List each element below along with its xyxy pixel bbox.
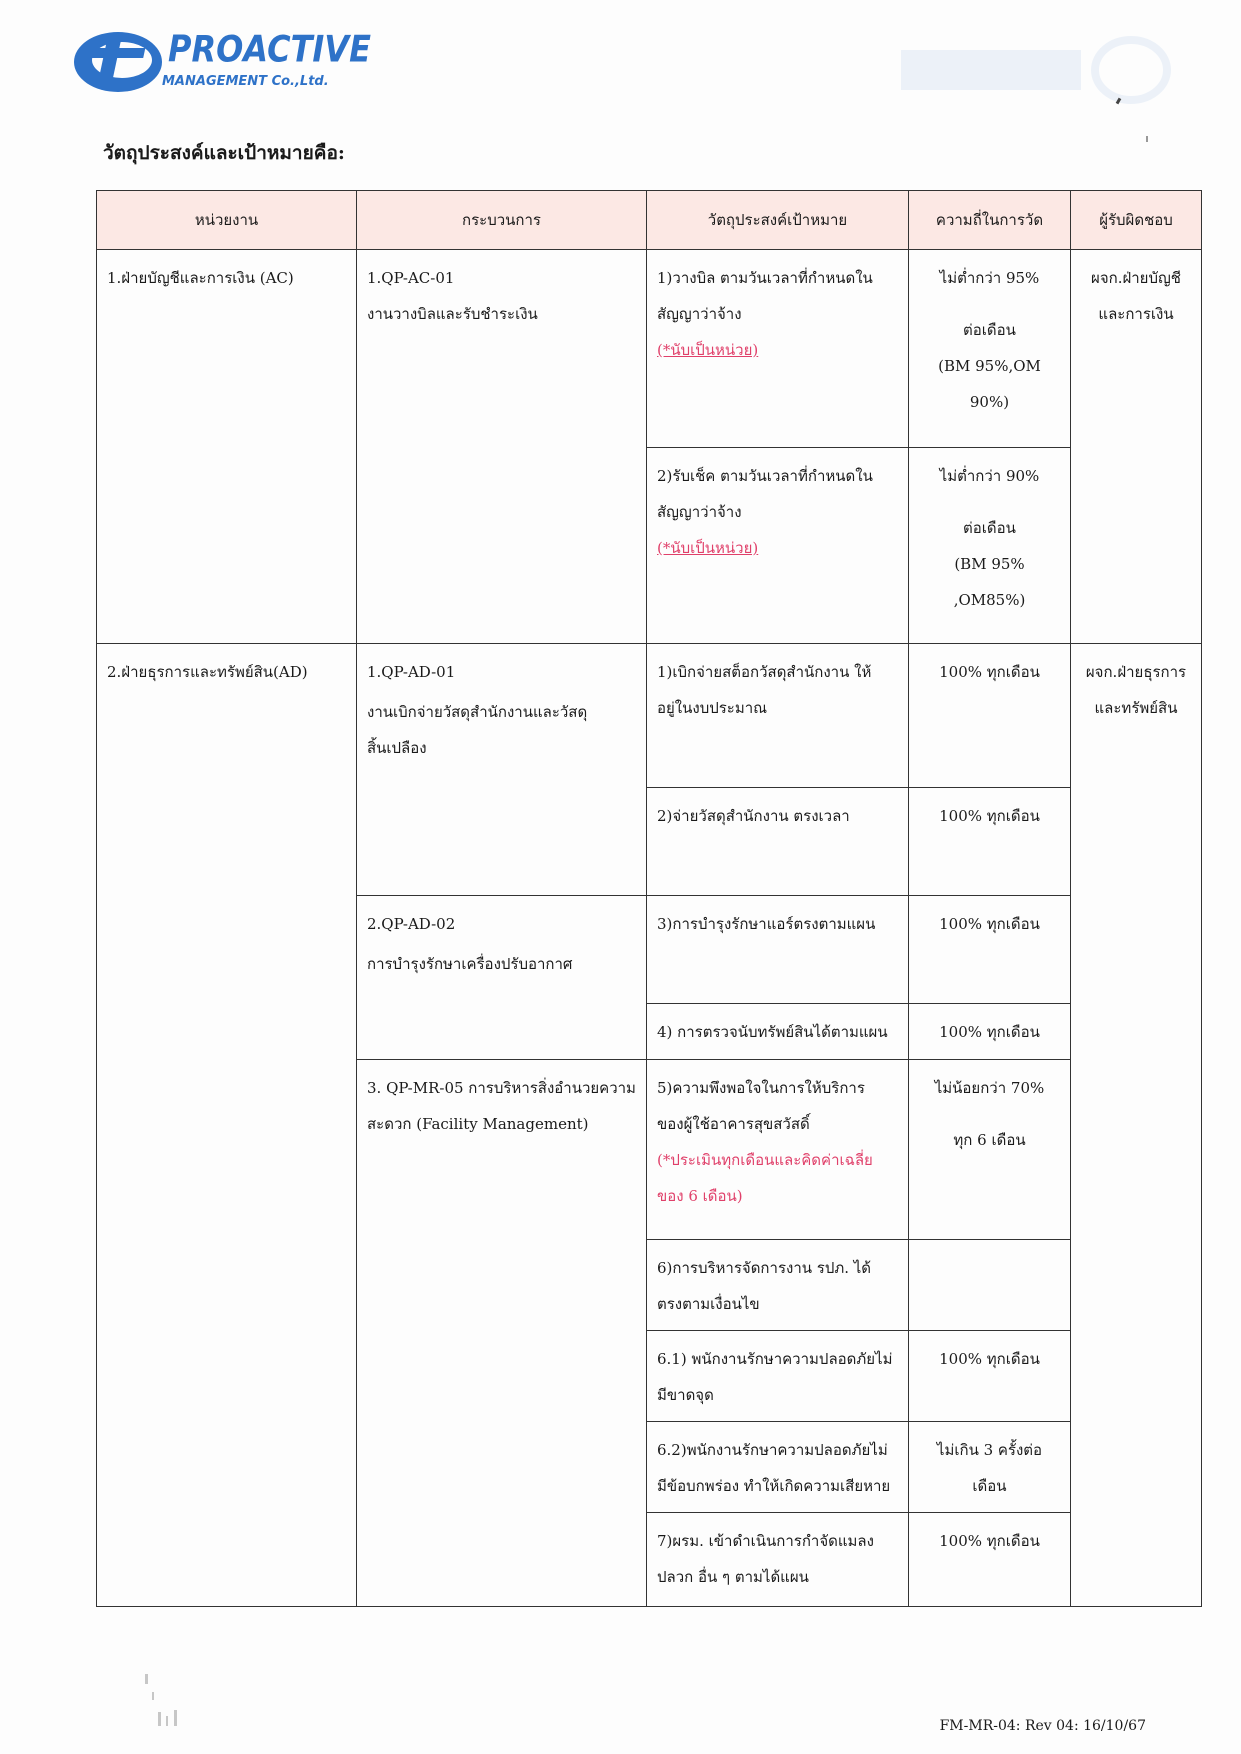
frequency-cell: 100% ทุกเดือน [909, 644, 1071, 788]
logo-subtitle: MANAGEMENT Co.,Ltd. [162, 74, 329, 89]
objective-cell: 4) การตรวจนับทรัพย์สินได้ตามแผน [647, 1004, 909, 1060]
objective-cell: 2)รับเช็ค ตามวันเวลาที่กำหนดใน สัญญาว่าจ้าง (*นับเป็นหน่วย) [647, 448, 909, 644]
column-header-unit: หน่วยงาน [97, 191, 357, 250]
objective-cell: 2)จ่ายวัสดุสำนักงาน ตรงเวลา [647, 788, 909, 896]
frequency-cell: 100% ทุกเดือน [909, 896, 1071, 1004]
column-header-frequency: ความถี่ในการวัด [909, 191, 1071, 250]
column-header-process: กระบวนการ [357, 191, 647, 250]
column-header-owner: ผู้รับผิดชอบ [1071, 191, 1202, 250]
frequency-cell: ไม่ต่ำกว่า 95% ต่อเดือน (BM 95%,OM 90%) [909, 250, 1071, 448]
page-heading: วัตถุประสงค์และเป้าหมายคือ: [103, 142, 345, 164]
objective-cell: 1)วางบิล ตามวันเวลาที่กำหนดใน สัญญาว่าจ้าง (*นับเป็นหน่วย) [647, 250, 909, 448]
owner-cell-ac: ผจก.ฝ่ายบัญชี และการเงิน [1071, 250, 1202, 644]
objective-cell: 7)ผรม. เข้าดำเนินการกำจัดแมลง ปลวก อื่น ๆ ตามได้แผน [647, 1513, 909, 1607]
table-row [97, 644, 1202, 788]
unit-cell-ac: 1.ฝ่ายบัญชีและการเงิน (AC) [97, 250, 357, 644]
frequency-cell: ไม่น้อยกว่า 70% ทุก 6 เดือน [909, 1060, 1071, 1240]
frequency-cell: 100% ทุกเดือน [909, 788, 1071, 896]
objective-cell: 5)ความพึงพอใจในการให้บริการ ของผู้ใช้อาคารสุขสวัสดิ์ (*ประเมินทุกเดือนและคิดค่าเฉลี่ย ของ 6 เดือน) [647, 1060, 909, 1240]
scan-speck [1146, 136, 1148, 142]
frequency-cell: 100% ทุกเดือน [909, 1004, 1071, 1060]
owner-cell-ad: ผจก.ฝ่ายธุรการ และทรัพย์สิน [1071, 644, 1202, 1607]
objective-cell: 3)การบำรุงรักษาแอร์ตรงตามแผน [647, 896, 909, 1004]
logo-name: PROACTIVE [168, 27, 371, 71]
company-logo [70, 26, 371, 98]
frequency-cell: 100% ทุกเดือน [909, 1331, 1071, 1422]
objective-cell: 6)การบริหารจัดการงาน รปภ. ได้ ตรงตามเงื่อนไข [647, 1240, 909, 1331]
column-header-objective: วัตถุประสงค์เป้าหมาย [647, 191, 909, 250]
unit-cell-ad: 2.ฝ่ายธุรการและทรัพย์สิน(AD) [97, 644, 357, 1607]
objectives-table [96, 190, 1202, 1607]
process-cell-ad-02: 2.QP-AD-02 การบำรุงรักษาเครื่องปรับอากาศ [357, 896, 647, 1060]
frequency-cell: ไม่ต่ำกว่า 90% ต่อเดือน (BM 95% ,OM85%) [909, 448, 1071, 644]
process-cell-ac: 1.QP-AC-01 งานวางบิลและรับชำระเงิน [357, 250, 647, 644]
frequency-cell-empty [909, 1240, 1071, 1331]
process-cell-mr-05: 3. QP-MR-05 การบริหารสิ่งอำนวยความ สะดวก (Facility Management) [357, 1060, 647, 1607]
logo-emblem-icon [70, 26, 170, 98]
table-row [97, 250, 1202, 448]
frequency-cell: 100% ทุกเดือน [909, 1513, 1071, 1607]
objective-cell: 1)เบิกจ่ายสต็อกวัสดุสำนักงาน ให้ อยู่ในงบประมาณ [647, 644, 909, 788]
scan-artifact-icon [140, 1672, 195, 1732]
objective-cell: 6.1) พนักงานรักษาความปลอดภัยไม่ มีขาดจุด [647, 1331, 909, 1422]
process-cell-ad-01: 1.QP-AD-01 งานเบิกจ่ายวัสดุสำนักงานและวัสดุ สิ้นเปลือง [357, 644, 647, 896]
objective-cell: 6.2)พนักงานรักษาความปลอดภัยไม่ มีข้อบกพร่อง ทำให้เกิดความเสียหาย [647, 1422, 909, 1513]
watermark-logo-icon [891, 30, 1171, 110]
table-header-row [97, 191, 1202, 250]
form-code-footer: FM-MR-04: Rev 04: 16/10/67 [939, 1718, 1146, 1734]
frequency-cell: ไม่เกิน 3 ครั้งต่อ เดือน [909, 1422, 1071, 1513]
